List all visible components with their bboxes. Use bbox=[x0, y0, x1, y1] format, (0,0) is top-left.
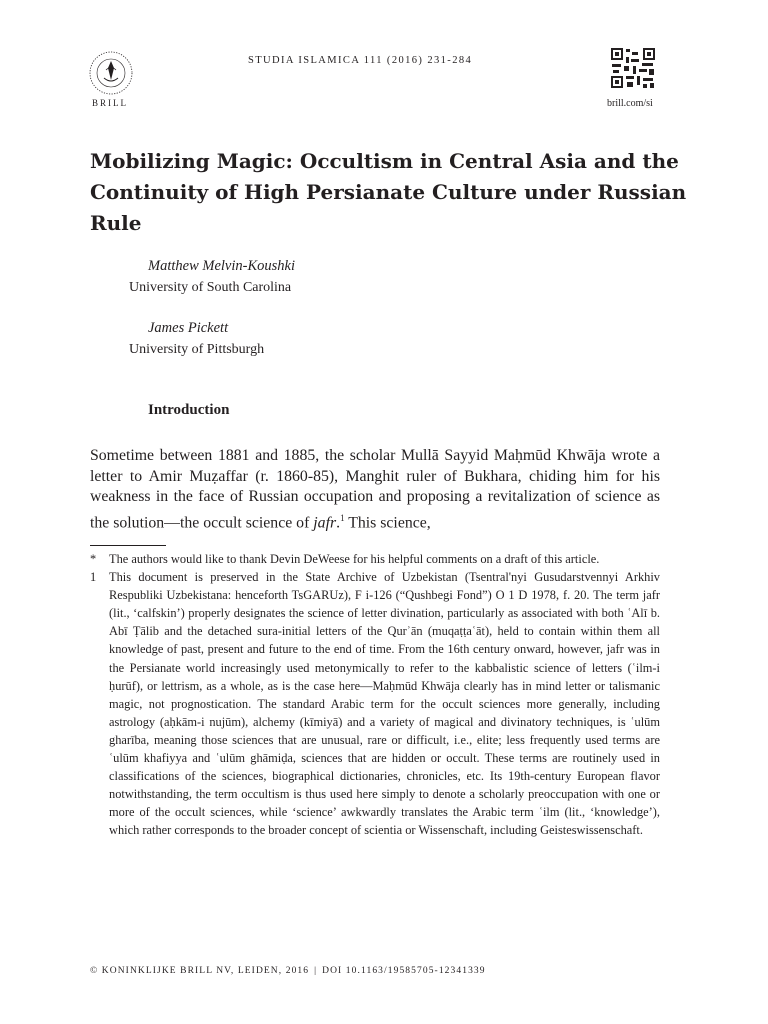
page-footer bbox=[90, 966, 486, 976]
body-text-segment: This science, bbox=[344, 514, 431, 532]
footnote-text: The authors would like to thank Devin DeWeese for his helpful comments on a draft of this article. bbox=[109, 552, 600, 566]
body-text-segment: Sometime between 1881 and 1885, the scholar Mullā Sayyid Maḥmūd Khwāja wrote a letter to Amir Muẓaffar (r. 1860-85), Manghit ruler of Bukhara, chiding him for his weakness in the face of Russian occupation and proposing a revitalization of science as the solution—the occult science of bbox=[90, 447, 660, 532]
journal-reference: STUDIA ISLAMICA 111 (2016) 231-284 bbox=[248, 55, 473, 66]
footnote bbox=[90, 568, 660, 839]
author-name: Matthew Melvin-Koushki bbox=[148, 258, 295, 274]
footer-separator: | bbox=[314, 966, 318, 976]
copyright-notice: © KONINKLIJKE BRILL NV, LEIDEN, 2016 bbox=[90, 966, 310, 976]
section-heading: Introduction bbox=[148, 402, 230, 418]
article-title: Mobilizing Magic: Occultism in Central Asia and the Continuity of High Persianate Culture under Russian Rule bbox=[90, 149, 687, 235]
author-affiliation: University of Pittsburgh bbox=[129, 342, 265, 357]
body-term: jafr bbox=[313, 514, 337, 532]
qr-code-icon[interactable] bbox=[609, 46, 657, 90]
author-affiliation: University of South Carolina bbox=[129, 280, 292, 295]
footnote-mark: 1 bbox=[90, 570, 97, 585]
footnote-divider bbox=[90, 545, 166, 546]
footnote-text: This document is preserved in the State Archive of Uzbekistan (Tsentral'nyi Gusudarstvennyi Arkhiv Respubliki Uzbekistana: henceforth TsGARUz), F i-126 (“Qushbegi Fond”) O 1 D 1978, f. 20. The term jafr (lit., ‘calfskin’) properly designates the science of letter divination, particularly as associated with both ʿAlī b. Abī Ṭālib and the detached sura-initial letters of the Qurʾān (muqaṭṭaʿāt), held to contain within them all knowledge of past, present and future to the end of time. From the 16th century onward, however, jafr was in the Persianate world increasingly used metonymically to refer to the kabbalistic science of letters (ʿilm-i ḥurūf), or lettrism, as a whole, as is the case here—Maḥmūd Khwāja clearly has in mind letter or talismanic magic, not prognostication. The standard Arabic term for the occult sciences more generally, including astrology (aḥkām-i nujūm), alchemy (kīmiyā) and a variety of magical and divinatory techniques, is ʿulūm gharība, meaning those sciences that are unusual, rare or difficult, i.e., elite; less frequently used terms are ʿulūm khafiyya and ʿulūm ghāmiḍa, sciences that are hidden or occult. These terms are routinely used in classifications of the sciences, biographical dictionaries, chronicles, etc. Its 19th-century European flavor notwithstanding, the term occultism is thus used here simply to denote a scholarly preoccupation with one or more of the occult sciences, while ‘science’ awkwardly translates the Arabic term ʿilm (lit., ‘knowledge’), which rather corresponds to the broader concept of scientia or Wissenschaft, including Geisteswissenschaft. bbox=[109, 570, 660, 838]
publisher-name: BRILL bbox=[92, 98, 128, 108]
brill-seal-icon bbox=[88, 50, 134, 96]
body-text-segment: . bbox=[336, 514, 341, 532]
footnotes bbox=[90, 550, 660, 840]
footnote-mark: * bbox=[90, 552, 97, 566]
doi-link[interactable]: DOI 10.1163/19585705-12341339 bbox=[322, 966, 486, 976]
author-name: James Pickett bbox=[148, 320, 229, 336]
body-paragraph bbox=[90, 446, 660, 534]
footnote bbox=[90, 550, 660, 568]
journal-url-link[interactable]: brill.com/si bbox=[607, 98, 653, 109]
footnote-reference[interactable]: 1 bbox=[340, 513, 345, 524]
